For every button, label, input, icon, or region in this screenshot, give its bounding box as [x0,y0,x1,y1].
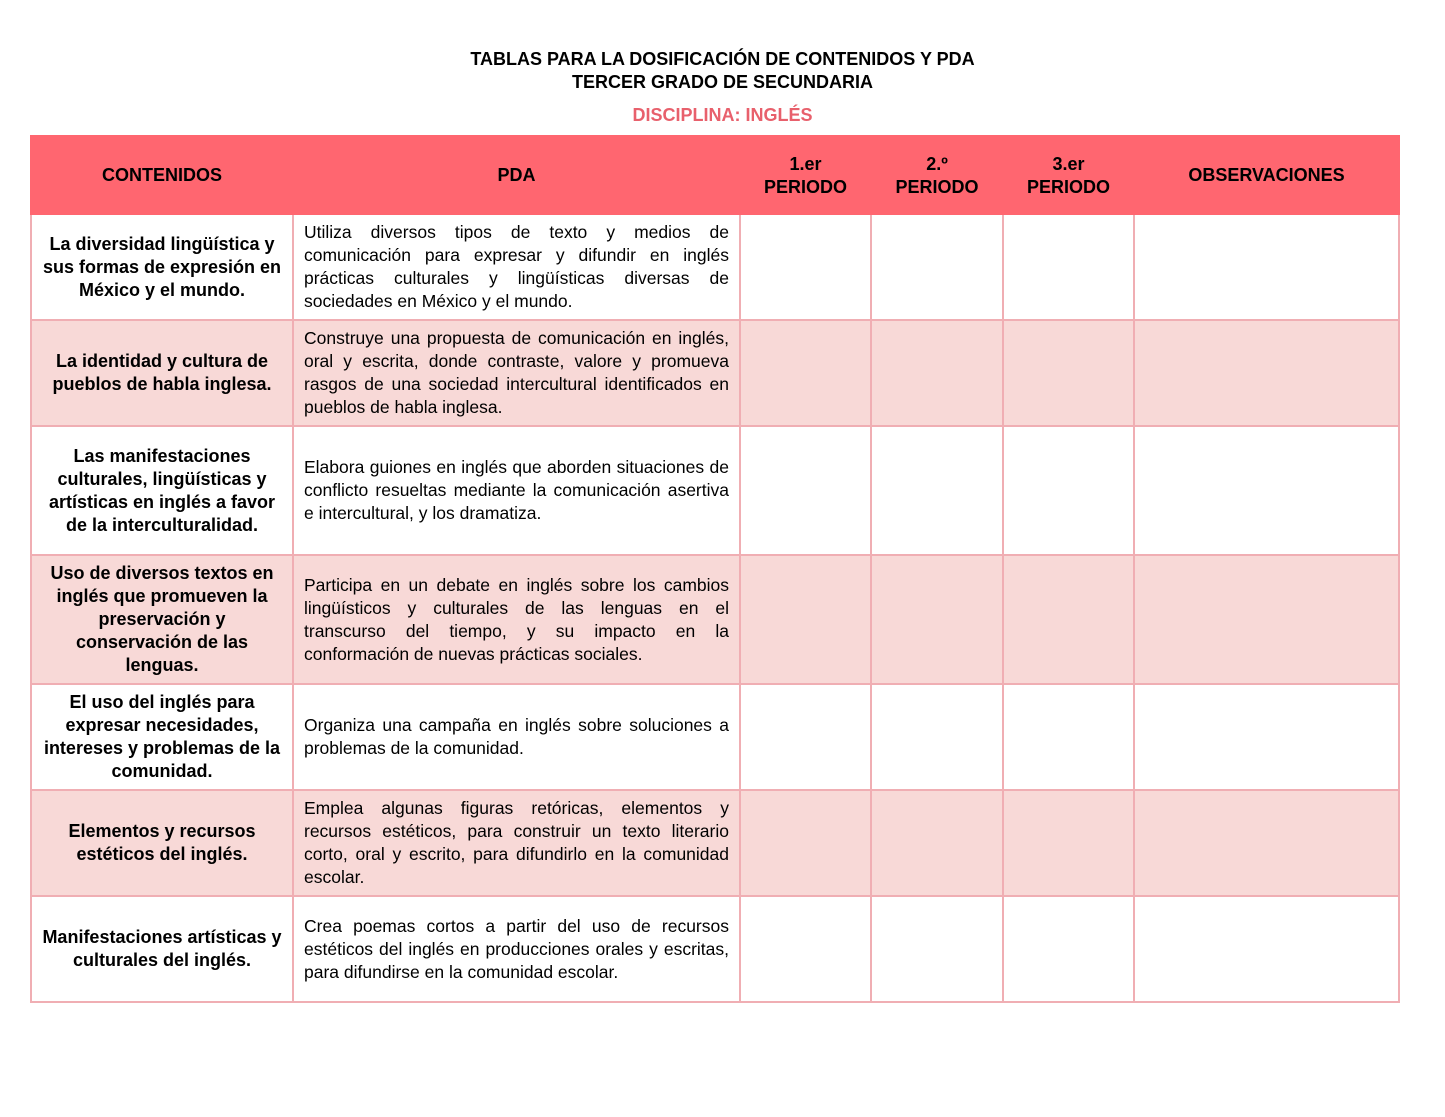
column-header-observaciones: OBSERVACIONES [1134,136,1399,214]
periodo-1-cell[interactable] [740,896,871,1002]
contenido-cell: La diversidad lingüística y sus formas de expresión en México y el mundo. [31,214,293,320]
table-row [31,790,1399,896]
periodo-1-cell[interactable] [740,214,871,320]
table-row [31,684,1399,790]
column-header-periodo-3 [1003,136,1134,214]
observaciones-cell[interactable] [1134,896,1399,1002]
contenido-cell: Manifestaciones artísticas y culturales del inglés. [31,896,293,1002]
periodo-2-cell[interactable] [871,896,1003,1002]
pda-cell: Organiza una campaña en inglés sobre soluciones a problemas de la comunidad. [293,684,740,790]
periodo-1-cell[interactable] [740,684,871,790]
contenido-cell: Las manifestaciones culturales, lingüísticas y artísticas en inglés a favor de la interculturalidad. [31,426,293,555]
column-header-periodo-1 [740,136,871,214]
pda-cell: Construye una propuesta de comunicación en inglés, oral y escrita, donde contraste, valore y promueva rasgos de una sociedad intercultural identificados en pueblos de habla inglesa. [293,320,740,426]
pda-cell: Elabora guiones en inglés que aborden situaciones de conflicto resueltas mediante la comunicación asertiva e intercultural, y los dramatiza. [293,426,740,555]
contenido-cell: Elementos y recursos estéticos del inglés. [31,790,293,896]
periodo-3-cell[interactable] [1003,320,1134,426]
dosificacion-table [30,135,1400,1003]
periodo-3-ordinal: 3.er [1052,154,1085,174]
observaciones-cell[interactable] [1134,790,1399,896]
periodo-1-cell[interactable] [740,555,871,684]
periodo-1-cell[interactable] [740,426,871,555]
periodo-3-cell[interactable] [1003,790,1134,896]
periodo-1-cell[interactable] [740,790,871,896]
document-subtitle: TERCER GRADO DE SECUNDARIA [571,72,874,92]
periodo-2-cell[interactable] [871,214,1003,320]
periodo-2-cell[interactable] [871,555,1003,684]
contenido-cell: La identidad y cultura de pueblos de habla inglesa. [31,320,293,426]
periodo-2-cell[interactable] [871,320,1003,426]
observaciones-cell[interactable] [1134,684,1399,790]
table-row [31,214,1399,320]
pda-cell: Crea poemas cortos a partir del uso de recursos estéticos del inglés en producciones orales y escritas, para difundirse en la comunidad escolar. [293,896,740,1002]
pda-cell: Participa en un debate en inglés sobre los cambios lingüísticos y culturales de las lenguas en el transcurso del tiempo, y su impacto en la conformación de nuevas prácticas sociales. [293,555,740,684]
document-title: TABLAS PARA LA DOSIFICACIÓN DE CONTENIDOS Y PDA [470,49,975,69]
periodo-1-ordinal: 1.er [789,154,822,174]
periodo-2-ordinal: 2.º [926,154,948,174]
periodo-2-cell[interactable] [871,426,1003,555]
document-header [0,48,1445,127]
table-row [31,320,1399,426]
observaciones-cell[interactable] [1134,320,1399,426]
table-header-row [31,136,1399,214]
periodo-2-cell[interactable] [871,790,1003,896]
observaciones-cell[interactable] [1134,426,1399,555]
periodo-3-cell[interactable] [1003,214,1134,320]
table-row [31,426,1399,555]
pda-cell: Emplea algunas figuras retóricas, elementos y recursos estéticos, para construir un texto literario corto, oral y escrito, para difundirlo en la comunidad escolar. [293,790,740,896]
pda-cell: Utiliza diversos tipos de texto y medios de comunicación para expresar y difundir en inglés prácticas culturales y lingüísticas diversas de sociedades en México y el mundo. [293,214,740,320]
periodo-3-cell[interactable] [1003,896,1134,1002]
column-header-periodo-2 [871,136,1003,214]
observaciones-cell[interactable] [1134,555,1399,684]
contenido-cell: Uso de diversos textos en inglés que promueven la preservación y conservación de las lenguas. [31,555,293,684]
column-header-pda: PDA [293,136,740,214]
observaciones-cell[interactable] [1134,214,1399,320]
column-header-contenidos: CONTENIDOS [31,136,293,214]
periodo-3-cell[interactable] [1003,684,1134,790]
periodo-3-cell[interactable] [1003,426,1134,555]
periodo-1-cell[interactable] [740,320,871,426]
discipline-label: DISCIPLINA: INGLÉS [632,105,813,125]
periodo-3-word: PERIODO [1026,177,1110,197]
periodo-3-cell[interactable] [1003,555,1134,684]
table-row [31,896,1399,1002]
table-row [31,555,1399,684]
periodo-2-cell[interactable] [871,684,1003,790]
periodo-2-word: PERIODO [895,177,979,197]
periodo-1-word: PERIODO [763,177,847,197]
contenido-cell: El uso del inglés para expresar necesidades, intereses y problemas de la comunidad. [31,684,293,790]
